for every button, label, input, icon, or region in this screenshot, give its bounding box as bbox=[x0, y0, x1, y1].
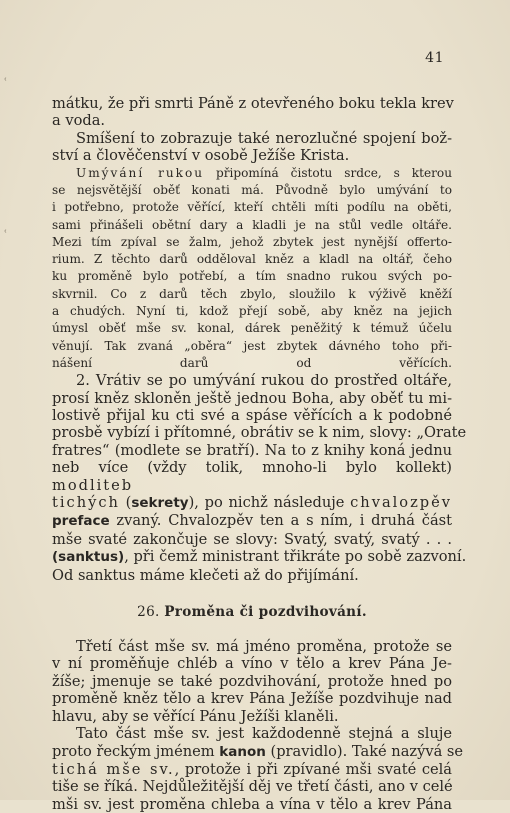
text-line: mši sv. jest proměna chleba a vína v tělo a krev Pána bbox=[52, 795, 452, 813]
text-line: 2. Vrátiv se po umývání rukou do prostřed oltáře, bbox=[76, 372, 452, 390]
text-line bbox=[52, 512, 452, 530]
text-line: tiše se říká. Nejdůležitější děj ve třetí části, ano v celé bbox=[52, 778, 453, 796]
text-line: rium. Z těchto darů odděloval kněz a kladl na oltář, čeho bbox=[52, 252, 452, 267]
text-line: proměně kněz tělo a krev Pána Ježíše pozdvihuje nad bbox=[52, 690, 452, 708]
text-run: proto řeckým jménem bbox=[52, 742, 220, 760]
text-line: se nejsvětější oběť konati má. Původně bylo umývání to bbox=[52, 182, 452, 197]
text-line: a chudých. Nyní ti, kdož přejí sobě, aby kněz na jejich bbox=[52, 304, 452, 318]
text-line bbox=[52, 477, 452, 494]
text-run: ), po nichž následuje bbox=[188, 494, 351, 512]
bold-term: kanon bbox=[219, 743, 266, 760]
text-line: Mezi tím zpíval se žalm, jehož zbytek jest nynější offerto- bbox=[52, 234, 452, 249]
text-run: , při čemž ministrant třikráte po sobě zazvoní. bbox=[124, 548, 467, 566]
text-line bbox=[52, 548, 467, 566]
spaced-term: modliteb bbox=[52, 476, 134, 494]
text-run: (pravidlo). Také nazývá se bbox=[265, 742, 464, 760]
bold-term: sekrety bbox=[131, 495, 189, 512]
text-line: neb více (vždy tolik, mnoho-li bylo kollekt) bbox=[52, 459, 452, 477]
text-line: Od sanktus máme klečeti až do přijímání. bbox=[52, 566, 359, 584]
text-line: ku proměně bylo potřebí, a tím snadno rukou svých po- bbox=[52, 269, 452, 284]
spaced-term: tichá mše sv. bbox=[52, 760, 175, 778]
text-line: a voda. bbox=[52, 112, 106, 130]
text-line: v ní proměňuje chléb a víno v tělo a krev Pána Je- bbox=[52, 655, 452, 673]
text-line: úmysl oběť mše sv. konal, dárek peněžitý k témuž účelu bbox=[52, 321, 452, 336]
spaced-term: chvalozpěv bbox=[350, 494, 453, 512]
text-line: skvrnil. Co z darů těch zbylo, sloužilo k výživě kněží bbox=[52, 286, 452, 301]
text-line: věnují. Tak zvaná „oběra“ jest zbytek dávného toho při- bbox=[52, 338, 452, 353]
paragraph-2 bbox=[52, 130, 452, 165]
section-heading bbox=[52, 604, 452, 620]
text-line: prosbě vybízí i přítomné, obrátiv se k nim, slovy: „Orate bbox=[52, 424, 467, 442]
text-line: mše svaté zakončuje se slovy: Svatý, svatý, svatý . . . bbox=[52, 530, 452, 548]
margin-mark-2: ʿ bbox=[4, 228, 8, 241]
text-line: žíše; jmenuje se také pozdvihování, protože hned po bbox=[52, 672, 452, 690]
section-number: 26. bbox=[137, 604, 160, 621]
text-line bbox=[52, 494, 452, 512]
text-line: hlavu, aby se věřící Pánu Ježíši klaněli. bbox=[52, 707, 339, 725]
text-run: připomíná čistotu srdce, s kterou bbox=[204, 165, 452, 180]
margin-mark-1: ʿ bbox=[4, 76, 8, 89]
section-title: Proměna či pozdvihování. bbox=[164, 604, 367, 621]
paragraph-3-small bbox=[52, 165, 452, 373]
spaced-term: Umývání rukou bbox=[76, 165, 205, 180]
paragraph-4 bbox=[52, 372, 467, 584]
paragraph-1 bbox=[52, 95, 452, 130]
text-line: mátku, že při smrti Páně z otevřeného boku tekla krev bbox=[52, 95, 454, 112]
text-line: Smíšení to zobrazuje také nerozlučné spojení bož- bbox=[76, 129, 452, 147]
text-line bbox=[52, 742, 464, 761]
bold-term: preface bbox=[52, 513, 110, 530]
body-text bbox=[52, 95, 467, 813]
text-line: nášení darů od věřících. bbox=[52, 355, 452, 370]
text-line: prosí kněz skloněn ještě jednou Boha, aby oběť tu mi- bbox=[52, 389, 452, 407]
text-line: lostivě přijal ku cti své a spáse věřících a k podobné bbox=[52, 407, 452, 424]
text-line bbox=[52, 165, 452, 182]
spaced-term: tichých bbox=[52, 494, 120, 512]
text-run: ( bbox=[119, 494, 132, 512]
page-number: 41 bbox=[425, 50, 444, 66]
bold-term: (sanktus) bbox=[52, 549, 125, 566]
text-run: zvaný. Chvalozpěv ten a s ním, i druhá část bbox=[109, 512, 452, 530]
text-line: Třetí část mše sv. má jméno proměna, protože se bbox=[76, 638, 452, 656]
text-run: , protože i při zpívané mši svaté celá bbox=[174, 760, 452, 778]
text-line: ství a člověčenství v osobě Ježíše Krista. bbox=[52, 147, 350, 165]
text-line: i potřebno, protože věřící, kteří chtěli míti podílu na oběti, bbox=[52, 200, 452, 215]
text-line bbox=[52, 761, 452, 778]
text-line: Tato část mše sv. jest každodenně stejná a sluje bbox=[76, 725, 452, 743]
text-line: sami přinášeli obětní dary a kladli je na stůl vedle oltáře. bbox=[52, 217, 452, 232]
text-line: fratres“ (modlete se bratří). Na to z knihy koná jednu bbox=[52, 441, 452, 459]
paragraph-5 bbox=[52, 638, 452, 725]
